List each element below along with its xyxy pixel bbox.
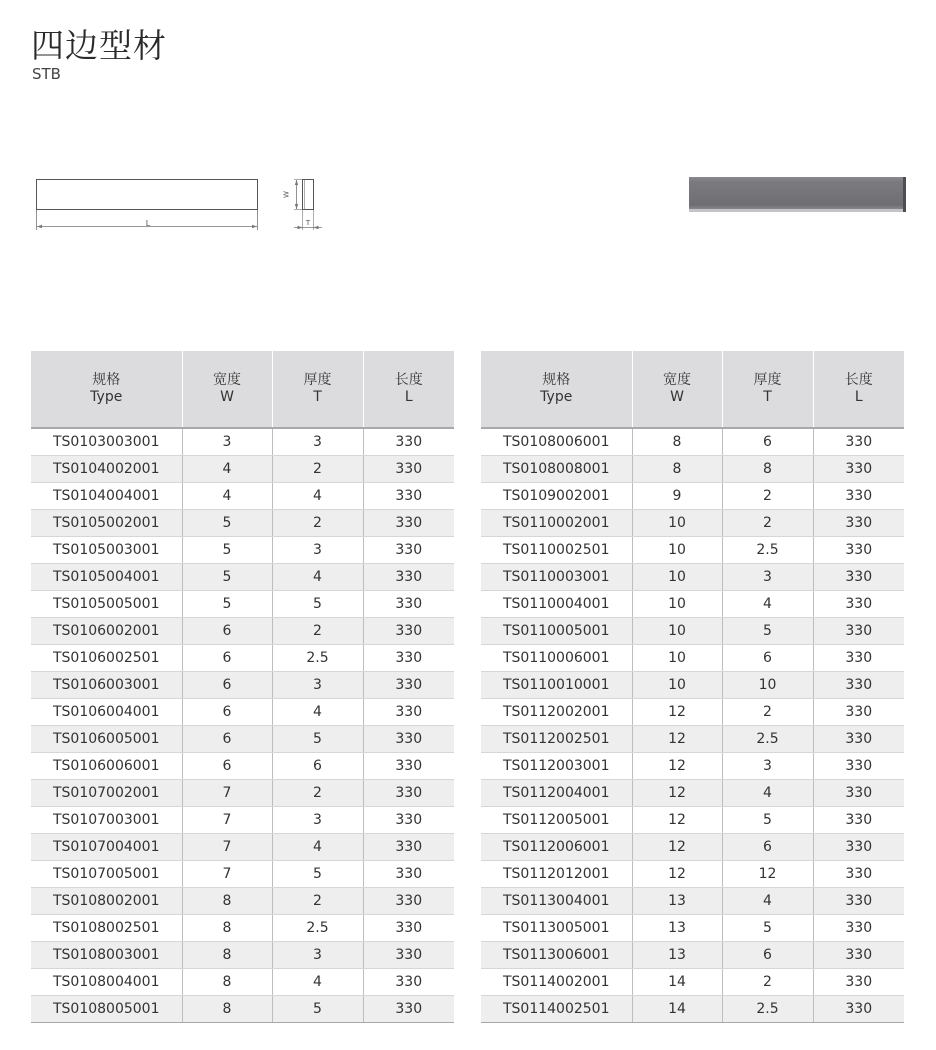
cell-length: 330 [363, 996, 454, 1023]
cell-type: TS0107002001 [31, 780, 182, 807]
cell-width: 5 [182, 591, 272, 618]
cell-length: 330 [813, 915, 904, 942]
cell-width: 5 [182, 564, 272, 591]
cell-thickness: 4 [272, 564, 363, 591]
cell-thickness: 8 [722, 456, 813, 483]
cell-thickness: 6 [722, 428, 813, 456]
table-row [31, 726, 454, 753]
cell-thickness: 4 [272, 969, 363, 996]
cell-width: 8 [632, 456, 722, 483]
cell-thickness: 2 [272, 780, 363, 807]
cell-type: TS0112003001 [481, 753, 632, 780]
cell-length: 330 [813, 456, 904, 483]
cell-thickness: 4 [272, 483, 363, 510]
cell-length: 330 [813, 428, 904, 456]
cell-width: 7 [182, 780, 272, 807]
cell-width: 7 [182, 807, 272, 834]
table-row [481, 996, 904, 1023]
cell-type: TS0107005001 [31, 861, 182, 888]
cell-length: 330 [813, 510, 904, 537]
cell-thickness: 5 [272, 726, 363, 753]
cell-type: TS0106002501 [31, 645, 182, 672]
cell-width: 10 [632, 510, 722, 537]
cell-length: 330 [363, 483, 454, 510]
cell-width: 14 [632, 996, 722, 1023]
table-row [31, 996, 454, 1023]
table-row [481, 969, 904, 996]
cell-thickness: 3 [722, 753, 813, 780]
cell-type: TS0104002001 [31, 456, 182, 483]
cell-type: TS0108008001 [481, 456, 632, 483]
cell-type: TS0108002001 [31, 888, 182, 915]
cell-width: 8 [182, 915, 272, 942]
cell-length: 330 [813, 699, 904, 726]
cell-type: TS0108004001 [31, 969, 182, 996]
table-row [31, 753, 454, 780]
cell-width: 14 [632, 969, 722, 996]
cell-thickness: 6 [722, 834, 813, 861]
cell-thickness: 4 [272, 699, 363, 726]
cell-length: 330 [363, 510, 454, 537]
cell-width: 5 [182, 537, 272, 564]
table-row [31, 699, 454, 726]
cell-type: TS0108003001 [31, 942, 182, 969]
cell-length: 330 [813, 537, 904, 564]
cell-length: 330 [363, 564, 454, 591]
cell-width: 10 [632, 564, 722, 591]
table-row [31, 861, 454, 888]
cell-width: 4 [182, 483, 272, 510]
cell-width: 8 [632, 428, 722, 456]
cell-thickness: 6 [722, 942, 813, 969]
cell-width: 12 [632, 699, 722, 726]
table-row [481, 834, 904, 861]
cell-length: 330 [363, 726, 454, 753]
cell-width: 10 [632, 618, 722, 645]
cell-length: 330 [363, 537, 454, 564]
table-row [31, 564, 454, 591]
table-row [31, 888, 454, 915]
cell-type: TS0112012001 [481, 861, 632, 888]
table-row [481, 483, 904, 510]
table-row [31, 483, 454, 510]
cell-width: 8 [182, 996, 272, 1023]
table-row [31, 591, 454, 618]
table-row [481, 861, 904, 888]
cell-type: TS0110006001 [481, 645, 632, 672]
table-row [31, 807, 454, 834]
cell-type: TS0110003001 [481, 564, 632, 591]
cell-length: 330 [813, 807, 904, 834]
cell-thickness: 4 [722, 591, 813, 618]
rod-product-image [689, 177, 906, 212]
cell-thickness: 2.5 [272, 645, 363, 672]
cell-length: 330 [363, 807, 454, 834]
cell-length: 330 [363, 645, 454, 672]
table-row [481, 591, 904, 618]
cell-thickness: 6 [272, 753, 363, 780]
cell-width: 7 [182, 861, 272, 888]
cell-type: TS0105003001 [31, 537, 182, 564]
table-row [31, 537, 454, 564]
cell-type: TS0108006001 [481, 428, 632, 456]
cell-width: 13 [632, 915, 722, 942]
table-row [31, 969, 454, 996]
cell-length: 330 [813, 591, 904, 618]
cell-length: 330 [813, 834, 904, 861]
cell-type: TS0112006001 [481, 834, 632, 861]
cell-width: 6 [182, 672, 272, 699]
cell-length: 330 [363, 456, 454, 483]
column-header-thickness: 厚度 T [722, 351, 813, 428]
table-row [481, 699, 904, 726]
table-row [31, 645, 454, 672]
cell-length: 330 [363, 591, 454, 618]
cell-type: TS0114002501 [481, 996, 632, 1023]
cell-type: TS0113004001 [481, 888, 632, 915]
rod-end-view [283, 180, 323, 231]
cell-thickness: 5 [722, 807, 813, 834]
cell-type: TS0106006001 [31, 753, 182, 780]
table-row [31, 780, 454, 807]
cell-length: 330 [813, 618, 904, 645]
cell-length: 330 [813, 996, 904, 1023]
cell-length: 330 [813, 861, 904, 888]
table-row [481, 780, 904, 807]
rod-dimension-drawing [30, 172, 330, 234]
column-header-length: 长度 L [363, 351, 454, 428]
spec-table-left-body [31, 428, 454, 1023]
table-row [481, 537, 904, 564]
cell-type: TS0105002001 [31, 510, 182, 537]
cell-type: TS0107004001 [31, 834, 182, 861]
spec-table-left [31, 351, 454, 1023]
cell-thickness: 2.5 [722, 996, 813, 1023]
cell-width: 13 [632, 942, 722, 969]
cell-thickness: 2 [272, 510, 363, 537]
cell-length: 330 [813, 753, 904, 780]
cell-thickness: 4 [722, 888, 813, 915]
cell-width: 6 [182, 618, 272, 645]
cell-width: 6 [182, 753, 272, 780]
cell-thickness: 2 [722, 510, 813, 537]
cell-thickness: 3 [272, 537, 363, 564]
cell-width: 8 [182, 969, 272, 996]
cell-thickness: 5 [272, 996, 363, 1023]
cell-thickness: 5 [722, 915, 813, 942]
cell-type: TS0110010001 [481, 672, 632, 699]
cell-thickness: 10 [722, 672, 813, 699]
thickness-label: T [305, 219, 311, 227]
table-row [481, 753, 904, 780]
rod-side-view [37, 180, 258, 231]
table-row [481, 618, 904, 645]
cell-length: 330 [363, 699, 454, 726]
column-header-width: 宽度 W [632, 351, 722, 428]
cell-type: TS0113005001 [481, 915, 632, 942]
cell-type: TS0113006001 [481, 942, 632, 969]
table-row [481, 645, 904, 672]
cell-width: 10 [632, 591, 722, 618]
cell-width: 10 [632, 672, 722, 699]
cell-length: 330 [813, 483, 904, 510]
cell-length: 330 [363, 942, 454, 969]
table-row [481, 510, 904, 537]
cell-thickness: 2 [272, 618, 363, 645]
table-row [481, 564, 904, 591]
cell-thickness: 3 [272, 807, 363, 834]
length-label: L [145, 219, 151, 228]
width-label: W [282, 191, 291, 198]
cell-width: 12 [632, 726, 722, 753]
cell-width: 8 [182, 942, 272, 969]
cell-width: 10 [632, 645, 722, 672]
cell-thickness: 3 [272, 672, 363, 699]
table-row [481, 672, 904, 699]
cell-type: TS0104004001 [31, 483, 182, 510]
cell-width: 8 [182, 888, 272, 915]
cell-length: 330 [363, 969, 454, 996]
cell-thickness: 3 [272, 428, 363, 456]
table-row [481, 428, 904, 456]
cell-thickness: 2.5 [722, 537, 813, 564]
cell-type: TS0107003001 [31, 807, 182, 834]
column-header-width: 宽度 W [182, 351, 272, 428]
cell-width: 6 [182, 699, 272, 726]
cell-thickness: 2 [272, 456, 363, 483]
cell-thickness: 4 [722, 780, 813, 807]
cell-width: 12 [632, 780, 722, 807]
cell-thickness: 5 [272, 861, 363, 888]
cell-type: TS0108002501 [31, 915, 182, 942]
table-row [481, 888, 904, 915]
cell-width: 12 [632, 753, 722, 780]
cell-type: TS0110004001 [481, 591, 632, 618]
cell-type: TS0105005001 [31, 591, 182, 618]
spec-table-right [481, 351, 904, 1023]
cell-length: 330 [813, 726, 904, 753]
cell-thickness: 2.5 [722, 726, 813, 753]
cell-type: TS0105004001 [31, 564, 182, 591]
table-row [31, 510, 454, 537]
cell-thickness: 3 [722, 564, 813, 591]
table-row [481, 807, 904, 834]
cell-type: TS0110005001 [481, 618, 632, 645]
table-row [481, 726, 904, 753]
page-subtitle: STB [32, 65, 61, 83]
cell-width: 9 [632, 483, 722, 510]
cell-length: 330 [813, 645, 904, 672]
cell-length: 330 [813, 888, 904, 915]
cell-type: TS0112005001 [481, 807, 632, 834]
cell-thickness: 2 [272, 888, 363, 915]
cell-length: 330 [363, 753, 454, 780]
table-row [31, 428, 454, 456]
cell-type: TS0112002501 [481, 726, 632, 753]
table-row [481, 456, 904, 483]
table-row [31, 942, 454, 969]
table-row [31, 456, 454, 483]
cell-length: 330 [813, 942, 904, 969]
cell-length: 330 [363, 888, 454, 915]
cell-thickness: 6 [722, 645, 813, 672]
cell-length: 330 [813, 969, 904, 996]
cell-type: TS0106005001 [31, 726, 182, 753]
table-row [31, 915, 454, 942]
cell-length: 330 [363, 618, 454, 645]
cell-type: TS0110002001 [481, 510, 632, 537]
cell-width: 6 [182, 645, 272, 672]
cell-thickness: 2 [722, 483, 813, 510]
cell-type: TS0109002001 [481, 483, 632, 510]
cell-thickness: 5 [722, 618, 813, 645]
cell-width: 7 [182, 834, 272, 861]
cell-type: TS0106004001 [31, 699, 182, 726]
cell-length: 330 [813, 672, 904, 699]
cell-length: 330 [363, 915, 454, 942]
cell-width: 12 [632, 834, 722, 861]
page-title: 四边型材 [31, 26, 167, 65]
table-row [481, 915, 904, 942]
cell-width: 12 [632, 807, 722, 834]
cell-thickness: 4 [272, 834, 363, 861]
cell-length: 330 [363, 861, 454, 888]
cell-width: 4 [182, 456, 272, 483]
table-row [481, 942, 904, 969]
cell-thickness: 3 [272, 942, 363, 969]
table-row [31, 618, 454, 645]
cell-length: 330 [363, 428, 454, 456]
column-header-thickness: 厚度 T [272, 351, 363, 428]
cell-width: 6 [182, 726, 272, 753]
cell-type: TS0112002001 [481, 699, 632, 726]
cell-type: TS0110002501 [481, 537, 632, 564]
cell-thickness: 12 [722, 861, 813, 888]
cell-type: TS0106003001 [31, 672, 182, 699]
cell-type: TS0108005001 [31, 996, 182, 1023]
cell-width: 12 [632, 861, 722, 888]
spec-table-right-body [481, 428, 904, 1023]
cell-width: 3 [182, 428, 272, 456]
table-row [31, 672, 454, 699]
cell-length: 330 [813, 564, 904, 591]
cell-length: 330 [363, 780, 454, 807]
column-header-length: 长度 L [813, 351, 904, 428]
table-header-row [481, 351, 904, 428]
cell-type: TS0106002001 [31, 618, 182, 645]
cell-length: 330 [363, 834, 454, 861]
table-row [31, 834, 454, 861]
cell-type: TS0114002001 [481, 969, 632, 996]
cell-length: 330 [363, 672, 454, 699]
cell-type: TS0112004001 [481, 780, 632, 807]
cell-width: 10 [632, 537, 722, 564]
column-header-type: 规格 Type [481, 351, 632, 428]
cell-width: 5 [182, 510, 272, 537]
cell-width: 13 [632, 888, 722, 915]
cell-thickness: 2.5 [272, 915, 363, 942]
cell-thickness: 2 [722, 969, 813, 996]
column-header-type: 规格 Type [31, 351, 182, 428]
table-header-row [31, 351, 454, 428]
cell-thickness: 5 [272, 591, 363, 618]
cell-type: TS0103003001 [31, 428, 182, 456]
cell-thickness: 2 [722, 699, 813, 726]
cell-length: 330 [813, 780, 904, 807]
